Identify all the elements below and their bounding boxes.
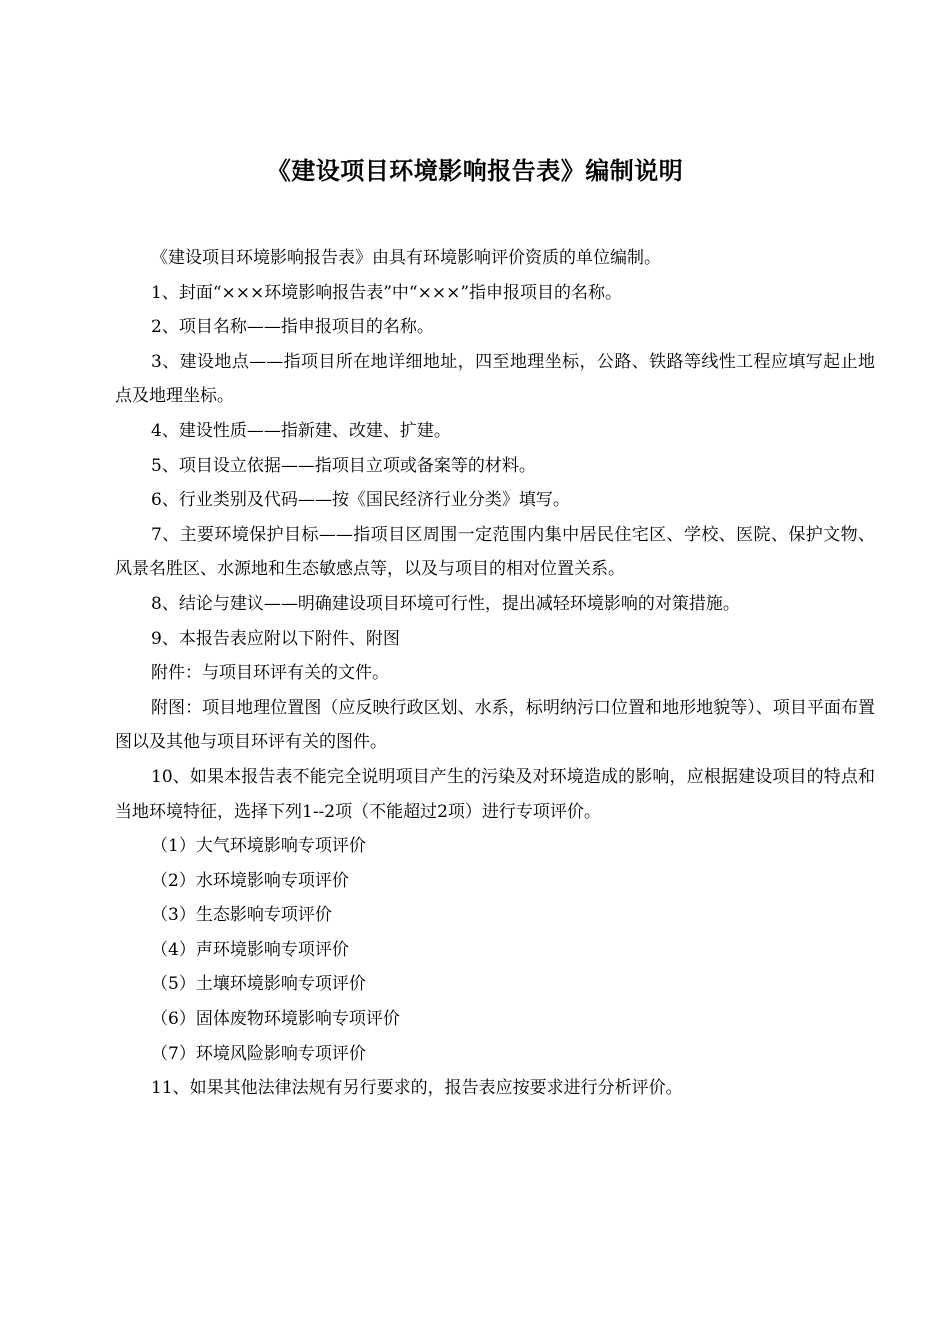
special-evaluation-4: （4）声环境影响专项评价 bbox=[151, 939, 349, 960]
item-8: 8、结论与建议——明确建设项目环境可行性，提出减轻环境影响的对策措施。 bbox=[151, 593, 740, 614]
item-2: 2、项目名称——指申报项目的名称。 bbox=[151, 317, 434, 338]
item-3: 3、建设地点——指项目所在地详细地址，四至地理坐标，公路、铁路等线性工程应填写起止地点及地理坐标。 bbox=[115, 351, 875, 407]
item-7: 7、主要环境保护目标——指项目区周围一定范围内集中居民住宅区、学校、医院、保护文物、风景名胜区、水源地和生态敏感点等，以及与项目的相对位置关系。 bbox=[115, 524, 875, 580]
item-6: 6、行业类别及代码——按《国民经济行业分类》填写。 bbox=[151, 490, 570, 511]
intro-paragraph: 《建设项目环境影响报告表》由具有环境影响评价资质的单位编制。 bbox=[151, 248, 661, 268]
figures-note: 附图：项目地理位置图（应反映行政区划、水系，标明纳污口位置和地形地貌等）、项目平面布置图以及其他与项目环评有关的图件。 bbox=[115, 697, 875, 753]
item-1: 1、封面“×××环境影响报告表”中“×××”指申报项目的名称。 bbox=[151, 282, 623, 303]
special-evaluation-5: （5）土壤环境影响专项评价 bbox=[151, 974, 366, 995]
special-evaluation-3: （3）生态影响专项评价 bbox=[151, 905, 332, 926]
document-body bbox=[115, 241, 875, 1106]
special-evaluation-2: （2）水环境影响专项评价 bbox=[151, 870, 349, 891]
item-11: 11、如果其他法律法规有另行要求的，报告表应按要求进行分析评价。 bbox=[151, 1078, 683, 1099]
special-evaluation-7: （7）环境风险影响专项评价 bbox=[151, 1043, 366, 1064]
special-evaluation-1: （1）大气环境影响专项评价 bbox=[151, 836, 366, 857]
item-4: 4、建设性质——指新建、改建、扩建。 bbox=[151, 420, 451, 441]
attachments-note: 附件：与项目环评有关的文件。 bbox=[151, 663, 389, 684]
special-evaluation-6: （6）固体废物环境影响专项评价 bbox=[151, 1009, 400, 1030]
page-title: 《建设项目环境影响报告表》编制说明 bbox=[266, 157, 684, 185]
item-10: 10、如果本报告表不能完全说明项目产生的污染及对环境造成的影响，应根据建设项目的特点和当地环境特征，选择下列1--2项（不能超过2项）进行专项评价。 bbox=[115, 766, 875, 822]
item-5: 5、项目设立依据——指项目立项或备案等的材料。 bbox=[151, 455, 536, 476]
item-9: 9、本报告表应附以下附件、附图 bbox=[151, 628, 400, 649]
